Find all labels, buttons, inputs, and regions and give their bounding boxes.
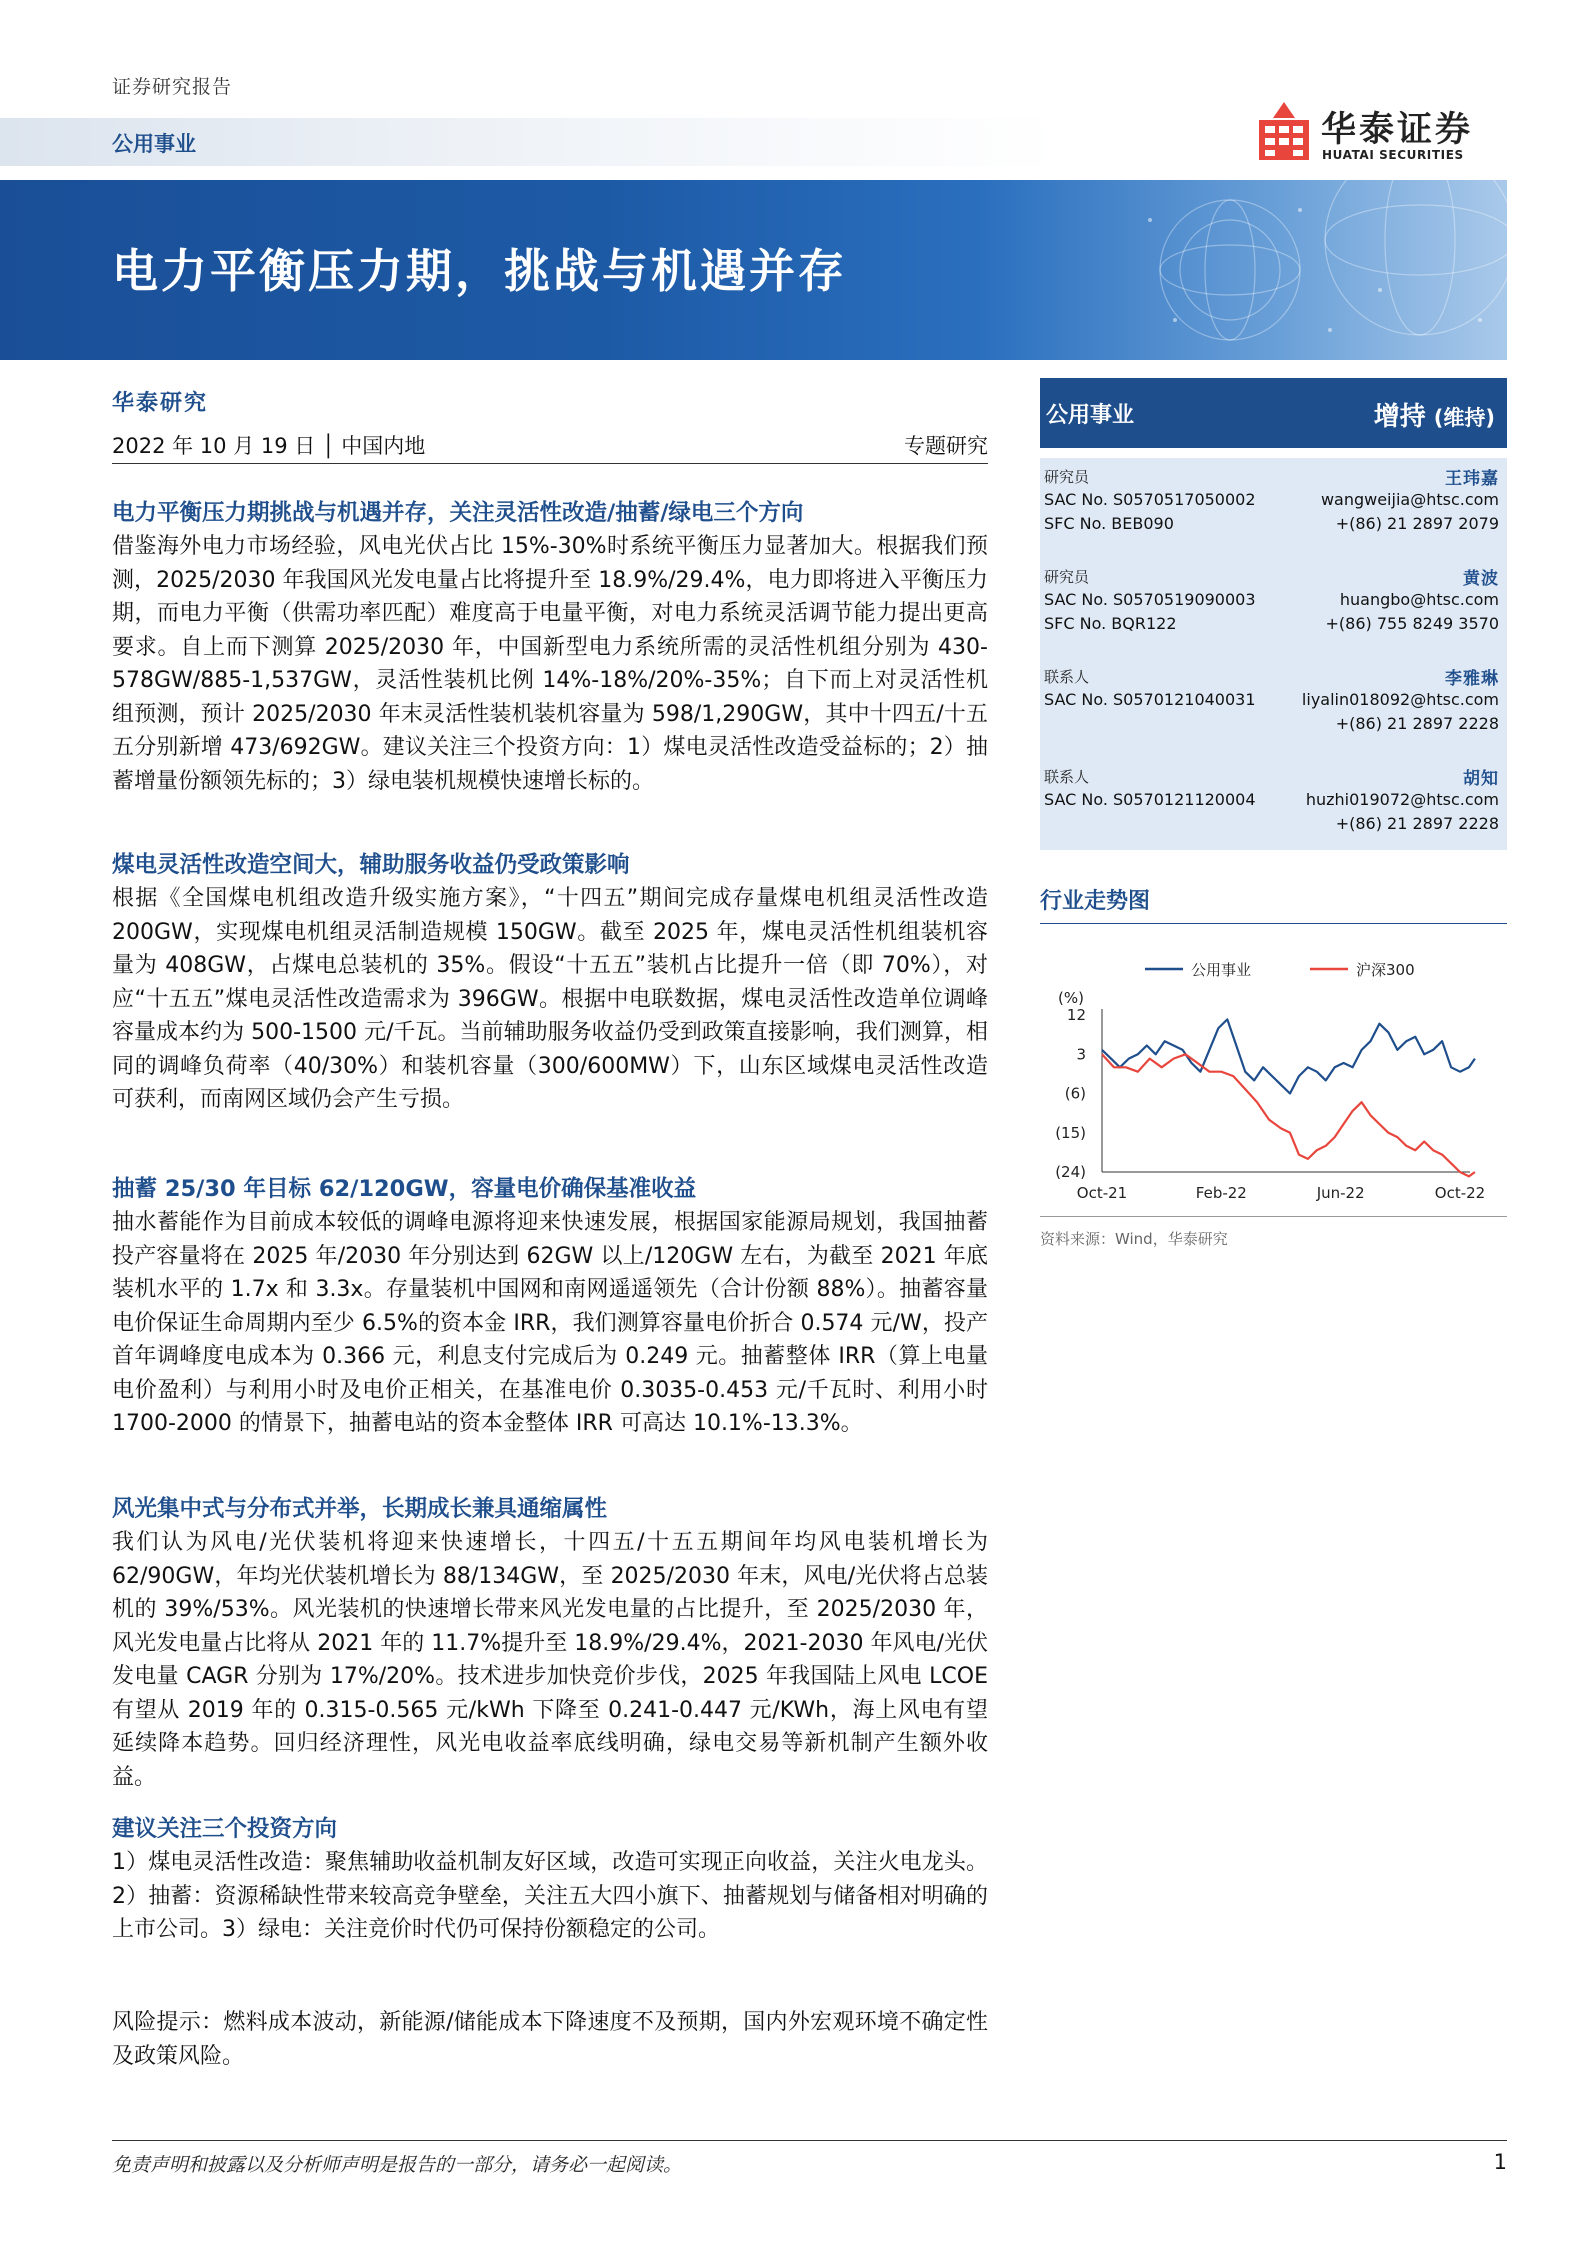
y-tick-label: 12 bbox=[1066, 1006, 1086, 1024]
sector-tab: 公用事业 bbox=[112, 132, 196, 156]
x-tick-label: Jun-22 bbox=[1316, 1184, 1365, 1202]
x-tick-label: Oct-22 bbox=[1434, 1184, 1486, 1202]
section-body: 抽水蓄能作为目前成本较低的调峰电源将迎来快速发展，根据国家能源局规划，我国抽蓄投产容量将在 2025 年/2030 年分别达到 62GW 以上/120GW 左右，为截至 2021 年底装机水平的 1.7x 和 3.3x。存量装机中国网和南网遥遥领先（合计份额 88%）。抽蓄容量电价保证生命周期内至少 6.5%的资本金 IRR，我们测算容量电价折合 0.574 元/W，投产首年调峰度电成本为 0.366 元，利息支付完成后为 0.249 元。抽蓄整体 IRR（算上电量电价盈利）与利用小时及电价正相关，在基准电价 0.3035-0.453 元/千瓦时、利用小时 1700-2000 的情景下，抽蓄电站的资本金整体 IRR 可高达 10.1%-13.3%。 bbox=[112, 1210, 988, 1436]
analyst-sac: SAC No. S0570517050002 bbox=[1044, 490, 1256, 509]
y-tick-label: 3 bbox=[1076, 1045, 1086, 1064]
analyst-phone: +(86) 21 2897 2079 bbox=[1335, 514, 1499, 533]
analyst-sac: SAC No. S0570121040031 bbox=[1044, 690, 1256, 709]
dateline bbox=[112, 430, 988, 464]
analyst-email[interactable]: huangbo@htsc.com bbox=[1339, 590, 1499, 609]
trend-chart-svg bbox=[1040, 940, 1507, 1215]
legend-label: 沪深300 bbox=[1356, 961, 1415, 979]
series-line bbox=[1102, 1054, 1475, 1176]
rating-note: (维持) bbox=[1433, 406, 1495, 430]
rating-bar bbox=[1040, 378, 1507, 448]
research-source-label: 华泰研究 bbox=[112, 391, 209, 416]
y-tick-label: (6) bbox=[1064, 1084, 1086, 1103]
x-tick-label: Oct-21 bbox=[1076, 1184, 1128, 1202]
chart-source: 资料来源：Wind，华泰研究 bbox=[1040, 1230, 1228, 1248]
doc-type-label: 证券研究报告 bbox=[112, 76, 233, 98]
analyst-role: 研究员 bbox=[1044, 468, 1090, 486]
footer-disclaimer: 免责声明和披露以及分析师声明是报告的一部分，请务必一起阅读。 bbox=[112, 2154, 683, 2176]
section-wind-solar bbox=[112, 1492, 988, 1794]
section-heading: 抽蓄 25/30 年目标 62/120GW，容量电价确保基准收益 bbox=[112, 1176, 697, 1202]
risk-warning: 风险提示：燃料成本波动，新能源/储能成本下降速度不及预期，国内外宏观环境不确定性及政策风险。 bbox=[112, 2010, 988, 2069]
x-tick-label: Feb-22 bbox=[1195, 1184, 1247, 1202]
analyst-email[interactable]: huzhi019072@htsc.com bbox=[1305, 790, 1499, 809]
trend-chart-title bbox=[1040, 884, 1507, 924]
report-title: 电力平衡压力期，挑战与机遇并存 bbox=[112, 244, 847, 298]
analyst-email[interactable]: wangweijia@htsc.com bbox=[1320, 490, 1499, 509]
analyst-role: 研究员 bbox=[1044, 568, 1090, 586]
series-line bbox=[1102, 1019, 1475, 1093]
analyst-email[interactable]: liyalin018092@htsc.com bbox=[1301, 690, 1499, 709]
page-number: 1 bbox=[1493, 2150, 1507, 2174]
rating-label: 增持 bbox=[1373, 402, 1426, 432]
section-investment bbox=[112, 1812, 988, 1947]
trend-chart bbox=[1040, 940, 1507, 1215]
report-date: 2022 年 10 月 19 日 │ 中国内地 bbox=[112, 434, 426, 458]
analyst-name: 胡知 bbox=[1463, 769, 1499, 789]
section-body: 借鉴海外电力市场经验，风电光伏占比 15%-30%时系统平衡压力显著加大。根据我们预测，2025/2030 年我国风光发电量占比将提升至 18.9%/29.4%，电力即将进入平衡压力期，而电力平衡（供需功率匹配）难度高于电量平衡，对电力系统灵活调节能力提出更高要求。自上而下测算 2025/2030 年，中国新型电力系统所需的灵活性机组分别为 430-578GW/885-1,537GW，灵活性装机比例 14%-18%/20%-35%；自下而上对灵活性机组预测，预计 2025/2030 年末灵活性装机装机容量为 598/1,290GW，其中十四五/十五五分别新增 473/692GW。建议关注三个投资方向：1）煤电灵活性改造受益标的；2）抽蓄增量份额领先标的；3）绿电装机规模快速增长标的。 bbox=[112, 534, 988, 794]
analyst-sfc: SFC No. BEB090 bbox=[1044, 514, 1174, 533]
analyst-sac: SAC No. S0570519090003 bbox=[1044, 590, 1256, 609]
analyst-role: 联系人 bbox=[1044, 668, 1090, 686]
analyst-card bbox=[1040, 766, 1507, 866]
rating-sector: 公用事业 bbox=[1046, 403, 1135, 428]
title-banner bbox=[0, 180, 1507, 360]
rating-value bbox=[1374, 396, 1495, 433]
logo-text-en: HUATAI SECURITIES bbox=[1322, 148, 1464, 162]
y-axis-unit: (%) bbox=[1058, 989, 1084, 1007]
analyst-card bbox=[1040, 466, 1507, 566]
analyst-name: 李雅琳 bbox=[1445, 669, 1499, 689]
logo-text-cn: 华泰证券 bbox=[1321, 110, 1474, 150]
analyst-card bbox=[1040, 666, 1507, 766]
section-heading: 煤电灵活性改造空间大，辅助服务收益仍受政策影响 bbox=[112, 852, 630, 878]
analyst-sfc: SFC No. BQR122 bbox=[1044, 614, 1177, 633]
section-body: 我们认为风电/光伏装机将迎来快速增长，十四五/十五五期间年均风电装机增长为 62/90GW，年均光伏装机增长为 88/134GW，至 2025/2030 年末，风电/光伏将占总装机的 39%/53%。风光装机的快速增长带来风光发电量的占比提升，至 2025/2030 年，风光发电量占比将从 2021 年的 11.7%提升至 18.9%/29.4%，2021-2030 年风电/光伏发电量 CAGR 分别为 17%/20%。技术进步加快竞价步伐，2025 年我国陆上风电 LCOE 有望从 2019 年的 0.315-0.565 元/kWh 下降至 0.241-0.447 元/KWh，海上风电有望延续降本趋势。回归经济理性，风光电收益率底线明确，绿电交易等新机制产生额外收益。 bbox=[112, 1530, 988, 1790]
section-pumped-storage bbox=[112, 1172, 988, 1441]
analyst-name: 黄波 bbox=[1463, 569, 1499, 589]
trend-title-text: 行业走势图 bbox=[1040, 889, 1151, 914]
analyst-phone: +(86) 21 2897 2228 bbox=[1335, 814, 1499, 833]
analyst-role: 联系人 bbox=[1044, 768, 1090, 786]
section-risk bbox=[112, 2006, 988, 2073]
section-heading: 建议关注三个投资方向 bbox=[112, 1816, 338, 1842]
section-heading: 风光集中式与分布式并举，长期成长兼具通缩属性 bbox=[112, 1496, 608, 1522]
section-coal-flex bbox=[112, 848, 988, 1117]
analyst-panel bbox=[1040, 458, 1507, 850]
analyst-card bbox=[1040, 566, 1507, 666]
analyst-phone: +(86) 755 8249 3570 bbox=[1325, 614, 1499, 633]
legend-label: 公用事业 bbox=[1191, 961, 1252, 979]
section-heading: 电力平衡压力期挑战与机遇并存，关注灵活性改造/抽蓄/绿电三个方向 bbox=[112, 500, 804, 526]
logo-mark-icon bbox=[1255, 100, 1313, 162]
analyst-name: 王玮嘉 bbox=[1445, 469, 1499, 489]
y-tick-label: (24) bbox=[1055, 1163, 1086, 1181]
analyst-sac: SAC No. S0570121120004 bbox=[1044, 790, 1256, 809]
footer-divider bbox=[112, 2140, 1507, 2141]
analyst-phone: +(86) 21 2897 2228 bbox=[1335, 714, 1499, 733]
y-tick-label: (15) bbox=[1055, 1123, 1086, 1142]
section-body: 1）煤电灵活性改造：聚焦辅助收益机制友好区域，改造可实现正向收益，关注火电龙头。2）抽蓄：资源稀缺性带来较高竞争壁垒，关注五大四小旗下、抽蓄规划与储备相对明确的上市公司。3）绿电：关注竞价时代仍可保持份额稳定的公司。 bbox=[112, 1850, 988, 1942]
chart-divider bbox=[1040, 1216, 1507, 1217]
section-summary bbox=[112, 496, 988, 798]
huatai-logo bbox=[1255, 100, 1507, 172]
report-type: 专题研究 bbox=[904, 434, 988, 458]
section-body: 根据《全国煤电机组改造升级实施方案》，“十四五”期间完成存量煤电机组灵活性改造 200GW，实现煤电机组灵活制造规模 150GW。截至 2025 年，煤电灵活性机组装机容量为 408GW，占煤电总装机的 35%。假设“十五五”装机占比提升一倍（即 70%），对应“十五五”煤电灵活性改造需求为 396GW。根据中电联数据，煤电灵活性改造单位调峰容量成本约为 500-1500 元/千瓦。当前辅助服务收益仍受到政策直接影响，我们测算，相同的调峰负荷率（40/30%）和装机容量（300/600MW）下，山东区域煤电灵活性改造可获利，而南网区域仍会产生亏损。 bbox=[112, 886, 988, 1112]
